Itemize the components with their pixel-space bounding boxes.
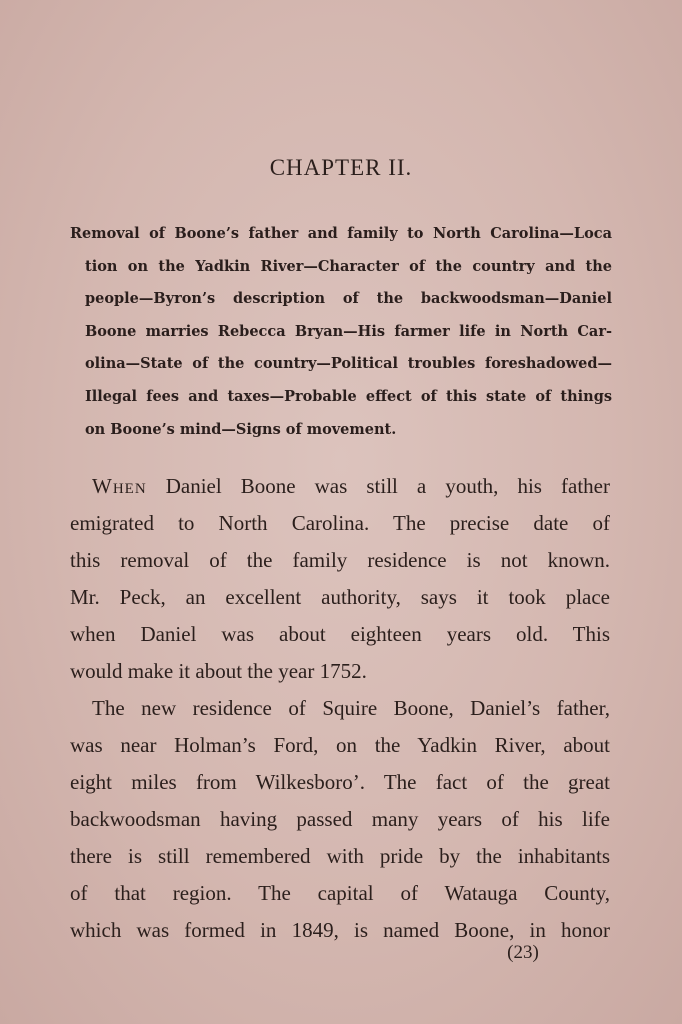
summary-line: tion on the Yadkin River—Character of the country and the (85, 257, 612, 275)
body-text (70, 468, 610, 949)
paragraph-line: emigrated to North Carolina. The precise date of (70, 511, 610, 535)
chapter-summary (70, 218, 612, 446)
paragraph-1-first-line (70, 468, 610, 505)
summary-line: people—Byron’s description of the backwoodsman—Daniel (85, 290, 612, 308)
paragraph-line: which was formed in 1849, is named Boone, in honor (70, 918, 610, 942)
chapter-title: CHAPTER II. (269, 155, 413, 180)
paragraph-line: there is still remembered with pride by the inhabitants (70, 844, 610, 868)
summary-line: Boone marries Rebecca Bryan—His farmer life in North Car- (85, 322, 612, 340)
summary-line: on Boone’s mind—Signs of movement. (85, 420, 397, 438)
summary-line: Illegal fees and taxes—Probable effect of this state of things (85, 387, 612, 405)
lead-word: When (92, 474, 147, 498)
page-number: (23) (507, 942, 539, 963)
paragraph-line: Mr. Peck, an excellent authority, says it took place (70, 585, 610, 609)
paragraph-line: when Daniel was about eighteen years old. This (70, 622, 610, 646)
paragraph-line: would make it about the year 1752. (70, 659, 367, 683)
paragraph-line: of that region. The capital of Watauga County, (70, 881, 610, 905)
paragraph-line: eight miles from Wilkesboro’. The fact of the great (70, 770, 610, 794)
summary-line: Removal of Boone’s father and family to North Carolina—Loca (70, 225, 612, 242)
paragraph-line: was near Holman’s Ford, on the Yadkin River, about (70, 733, 610, 757)
paragraph-line: The new residence of Squire Boone, Daniel’s father, (92, 696, 610, 720)
first-line-rest: Daniel Boone was still a youth, his father (146, 474, 610, 498)
paragraph-line: this removal of the family residence is not known. (70, 548, 610, 572)
paragraph-line: backwoodsman having passed many years of his life (70, 807, 610, 831)
summary-line: olina—State of the country—Political troubles foreshadowed— (85, 355, 612, 373)
